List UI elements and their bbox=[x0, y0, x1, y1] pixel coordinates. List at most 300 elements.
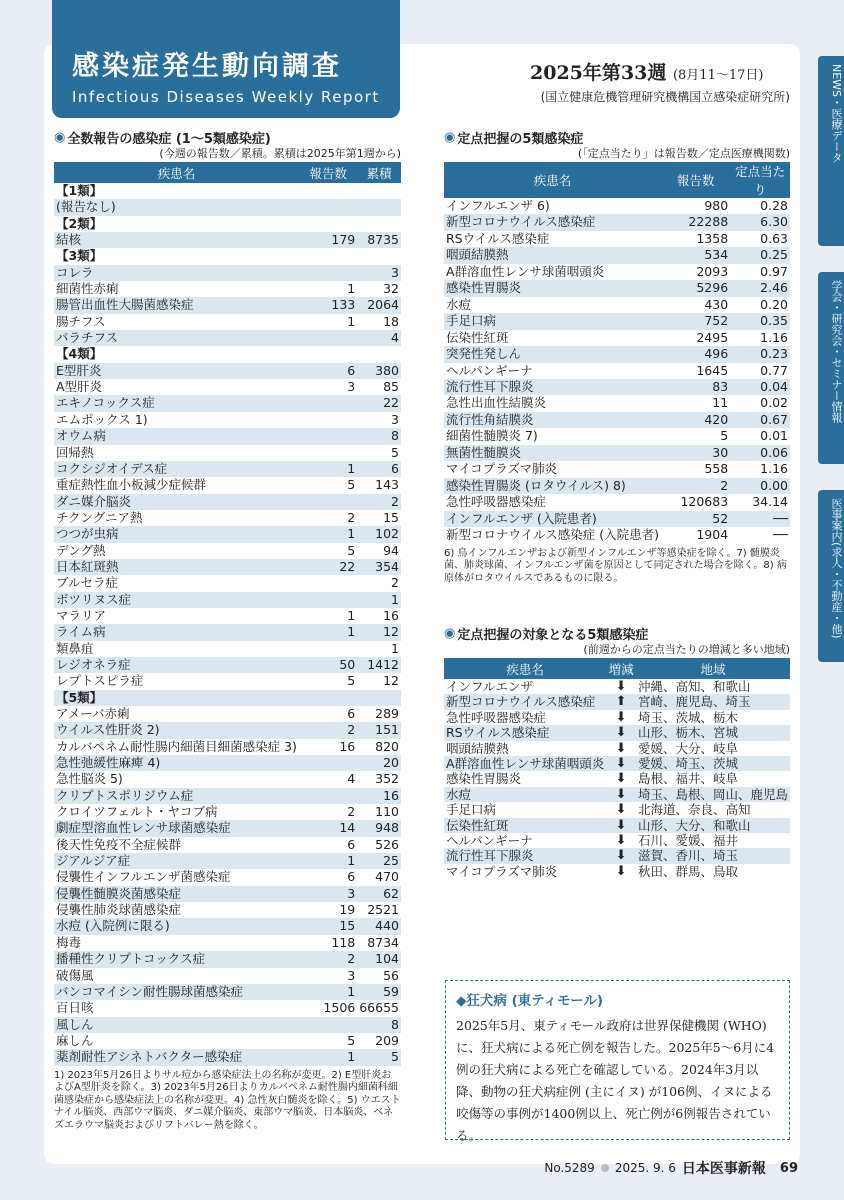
change-arrow-icon: ⬇ bbox=[606, 848, 636, 863]
col-total: 累積 bbox=[357, 162, 401, 183]
disease-name: 薬剤耐性アシネトバクター感染症 bbox=[54, 1049, 299, 1065]
change-arrow-icon: ⬇ bbox=[615, 863, 627, 879]
table-row bbox=[444, 198, 790, 214]
table-row bbox=[444, 802, 790, 817]
disease-name: 急性呼吸器感染症 bbox=[446, 494, 547, 510]
table-row bbox=[444, 710, 790, 725]
header-banner bbox=[52, 0, 400, 118]
report-count: 4 bbox=[347, 771, 356, 787]
disease-name: 急性弛緩性麻痺 4) bbox=[54, 755, 299, 771]
table-row bbox=[444, 247, 790, 263]
report-count: 83 bbox=[661, 379, 730, 395]
table-row bbox=[444, 694, 790, 709]
table-row bbox=[54, 608, 401, 624]
table-row bbox=[54, 559, 401, 575]
table-row bbox=[54, 968, 401, 984]
week-label bbox=[530, 58, 763, 85]
cumulative-count: 3 bbox=[357, 265, 401, 281]
disease-name: A型肝炎 bbox=[56, 379, 103, 395]
table-row bbox=[54, 199, 401, 215]
per-sentinel: 0.35 bbox=[730, 313, 790, 329]
report-count: 5 bbox=[347, 673, 356, 689]
table-row bbox=[54, 804, 401, 820]
cumulative-count bbox=[357, 216, 401, 232]
table-row bbox=[54, 363, 401, 379]
report-count: 3 bbox=[299, 886, 357, 902]
disease-name: 流行性耳下腺炎 bbox=[444, 848, 606, 863]
table-row bbox=[54, 1049, 401, 1065]
report-count: 5 bbox=[347, 477, 356, 493]
report-count bbox=[299, 592, 357, 608]
change-arrow-icon: ⬇ bbox=[606, 725, 636, 740]
cumulative-count: 2521 bbox=[367, 902, 399, 918]
table-row bbox=[54, 543, 401, 559]
table-row bbox=[444, 787, 790, 802]
table-row bbox=[54, 771, 401, 787]
table-row bbox=[54, 886, 401, 902]
report-count: 16 bbox=[339, 738, 356, 754]
disease-name: 【1類】 bbox=[56, 183, 103, 198]
side-tab-guide[interactable]: 医事案内(求人・不動産・他) bbox=[818, 490, 844, 662]
table-row bbox=[54, 869, 401, 885]
disease-name: 百日咳 bbox=[56, 1000, 94, 1016]
col-disease: 疾患名 bbox=[444, 162, 661, 198]
disease-name: 突発性発しん bbox=[444, 346, 661, 362]
disease-name: 【5類】 bbox=[54, 690, 299, 706]
report-count: 1358 bbox=[696, 230, 729, 246]
disease-name: つつが虫病 bbox=[54, 526, 299, 542]
report-count: 1 bbox=[347, 313, 356, 329]
table-row bbox=[54, 297, 401, 313]
table-row bbox=[444, 725, 790, 740]
report-count: 22288 bbox=[661, 214, 730, 230]
table-row bbox=[54, 1017, 401, 1033]
per-sentinel: 0.97 bbox=[760, 263, 788, 279]
disease-name: A群溶血性レンサ球菌咽頭炎 bbox=[446, 756, 605, 772]
report-count: 1506 bbox=[323, 1000, 356, 1016]
cumulative-count bbox=[357, 199, 401, 215]
table-row bbox=[54, 379, 401, 395]
report-count bbox=[299, 248, 357, 264]
section-title-text: 定点把握の対象となる5類感染症 bbox=[457, 627, 649, 643]
cumulative-count: 1412 bbox=[357, 657, 401, 673]
cumulative-count bbox=[357, 346, 401, 362]
change-arrow-icon: ⬇ bbox=[615, 679, 627, 694]
disease-name: 腸管出血性大腸菌感染症 bbox=[54, 297, 299, 313]
col-count: 報告数 bbox=[299, 162, 357, 183]
cumulative-count: 110 bbox=[375, 804, 399, 820]
institute-label: (国立健康危機管理研究機構国立感染症研究所) bbox=[540, 90, 790, 104]
cumulative-count: 2064 bbox=[357, 297, 401, 313]
cumulative-count: 59 bbox=[357, 984, 401, 1000]
disease-name: 咽頭結膜熱 bbox=[446, 740, 509, 756]
region-list: 山形、栃木、宮城 bbox=[636, 725, 790, 740]
disease-name: 感染性胃腸炎 bbox=[446, 771, 522, 787]
table-row bbox=[54, 641, 401, 657]
table-row bbox=[54, 1033, 401, 1049]
cumulative-count: 8735 bbox=[357, 232, 401, 248]
rabies-box bbox=[445, 980, 790, 1143]
bullet-icon: ◉ bbox=[444, 129, 456, 145]
change-arrow-icon: ⬇ bbox=[606, 787, 636, 802]
disease-name: コレラ bbox=[54, 265, 299, 281]
table-row bbox=[444, 494, 790, 510]
disease-name: ダニ媒介脳炎 bbox=[54, 494, 299, 510]
disease-name: 侵襲性髄膜炎菌感染症 bbox=[54, 886, 299, 902]
cumulative-count: 66655 bbox=[359, 1000, 399, 1016]
cumulative-count: 948 bbox=[357, 820, 401, 836]
cumulative-count: 12 bbox=[357, 624, 401, 640]
diamond-icon: ◆ bbox=[456, 993, 467, 1009]
issue-date: 2025. 9. 6 bbox=[614, 1161, 676, 1175]
disease-name: ヘルパンギーナ bbox=[446, 362, 533, 378]
table-row bbox=[54, 510, 401, 526]
table-row bbox=[54, 984, 401, 1000]
region-list: 滋賀、香川、埼玉 bbox=[636, 848, 790, 863]
cumulative-count: 12 bbox=[383, 673, 399, 689]
report-count: 558 bbox=[704, 461, 729, 477]
table-row bbox=[54, 445, 401, 461]
cumulative-count bbox=[357, 248, 401, 264]
report-count: 118 bbox=[331, 934, 356, 950]
disease-name: インフルエンザ (入院患者) bbox=[444, 511, 661, 527]
disease-name: レプトスピラ症 bbox=[56, 673, 144, 689]
disease-name: ブルセラ症 bbox=[56, 575, 119, 591]
disease-name: 無菌性髄膜炎 bbox=[444, 445, 661, 461]
trend-table bbox=[444, 658, 790, 879]
cumulative-count: 1 bbox=[357, 592, 401, 608]
cumulative-count: 3 bbox=[391, 411, 399, 427]
report-count: 5 bbox=[347, 542, 356, 558]
report-count: 52 bbox=[661, 511, 730, 527]
table-row bbox=[444, 428, 790, 444]
table-row bbox=[54, 526, 401, 542]
disease-name: カルバペネム耐性腸内細菌目細菌感染症 3) bbox=[56, 738, 297, 754]
cumulative-count: 85 bbox=[383, 379, 399, 395]
table-row bbox=[54, 755, 401, 771]
disease-name: 【3類】 bbox=[56, 248, 103, 264]
report-count: 6 bbox=[347, 706, 356, 721]
per-sentinel: 1.16 bbox=[760, 329, 788, 345]
disease-name: 新型コロナウイルス感染症 (入院患者) bbox=[446, 527, 659, 543]
disease-name: 播種性クリプトコックス症 bbox=[54, 951, 299, 967]
report-count bbox=[299, 412, 357, 428]
disease-name: 咽頭結膜熱 bbox=[444, 247, 661, 263]
disease-name: 水痘 bbox=[444, 787, 606, 802]
report-count: 534 bbox=[661, 247, 730, 263]
table-row bbox=[444, 330, 790, 346]
report-count: 2 bbox=[347, 804, 356, 820]
disease-name: 手足口病 bbox=[446, 802, 497, 818]
cumulative-count: 151 bbox=[357, 722, 401, 738]
per-sentinel: 0.67 bbox=[730, 412, 790, 428]
table-row bbox=[54, 232, 401, 248]
report-count: 15 bbox=[299, 918, 357, 934]
report-count: 2093 bbox=[696, 263, 729, 279]
table-row bbox=[54, 673, 401, 689]
region-list: 愛媛、埼玉、茨城 bbox=[636, 756, 790, 771]
table-row bbox=[444, 280, 790, 296]
disease-name: エムポックス 1) bbox=[56, 411, 148, 427]
disease-name: ライム病 bbox=[54, 624, 299, 640]
report-count: 3 bbox=[347, 967, 356, 983]
page-footer bbox=[544, 1158, 798, 1178]
table-row bbox=[54, 330, 401, 346]
disease-name: パラチフス bbox=[54, 330, 299, 346]
region-list: 山形、大分、和歌山 bbox=[636, 818, 790, 833]
per-sentinel: 0.04 bbox=[730, 379, 790, 395]
cumulative-count: 18 bbox=[383, 313, 399, 329]
page-subtitle: Infectious Diseases Weekly Report bbox=[72, 88, 380, 106]
disease-name: 回帰熱 bbox=[56, 444, 94, 460]
report-count: 50 bbox=[299, 657, 357, 673]
report-count bbox=[299, 690, 357, 706]
per-sentinel: ── bbox=[730, 511, 790, 527]
cumulative-count: 2 bbox=[391, 575, 399, 591]
disease-name: (報告なし) bbox=[54, 199, 299, 215]
disease-name: 【2類】 bbox=[56, 215, 103, 231]
section-title bbox=[444, 624, 790, 642]
table-row bbox=[54, 428, 401, 444]
disease-name: RSウイルス感染症 bbox=[446, 230, 550, 246]
report-count bbox=[299, 346, 357, 362]
notifiable-table bbox=[54, 162, 401, 1066]
table-row bbox=[444, 297, 790, 313]
cumulative-count: 470 bbox=[375, 869, 399, 885]
table-row bbox=[54, 281, 401, 297]
cumulative-count: 104 bbox=[357, 951, 401, 967]
week-text: 2025年第33週 bbox=[530, 62, 667, 84]
report-count bbox=[299, 199, 357, 215]
table-row bbox=[444, 679, 790, 694]
cumulative-count: 526 bbox=[375, 836, 399, 852]
table-row bbox=[54, 739, 401, 755]
section-note: (「定点当たり」は報告数／定点医療機関数) bbox=[577, 147, 790, 160]
per-sentinel: 0.28 bbox=[760, 198, 788, 213]
rabies-title bbox=[456, 989, 779, 1009]
disease-name: アメーバ赤痢 bbox=[56, 706, 130, 721]
side-tab-seminar[interactable]: 学会・研究会・セミナー情報 bbox=[818, 272, 844, 464]
report-count bbox=[299, 575, 357, 591]
table-row bbox=[444, 848, 790, 863]
group-row bbox=[54, 183, 401, 199]
disease-name: 細菌性髄膜炎 7) bbox=[446, 428, 538, 444]
table-row bbox=[54, 853, 401, 869]
table-row bbox=[444, 363, 790, 379]
disease-name: 細菌性赤痢 bbox=[56, 281, 119, 297]
report-count bbox=[299, 216, 357, 232]
disease-name: 伝染性紅斑 bbox=[446, 329, 509, 345]
per-sentinel: 0.00 bbox=[730, 478, 790, 494]
report-count: 6 bbox=[347, 869, 356, 885]
disease-name: 重症熱性血小板減少症候群 bbox=[56, 477, 207, 493]
cumulative-count bbox=[357, 690, 401, 706]
disease-name: デング熱 bbox=[56, 542, 106, 558]
cumulative-count: 94 bbox=[383, 542, 399, 558]
disease-name: マラリア bbox=[56, 607, 107, 623]
disease-name: 破傷風 bbox=[56, 967, 94, 983]
page-title: 感染症発生動向調査 bbox=[72, 51, 342, 82]
disease-name: インフルエンザ bbox=[446, 679, 534, 694]
rabies-title-text: 狂犬病 (東ティモール) bbox=[466, 993, 604, 1009]
section-title bbox=[444, 128, 790, 146]
region-list: 沖縄、高知、和歌山 bbox=[637, 679, 751, 694]
report-count: 5 bbox=[347, 1032, 356, 1048]
table-row bbox=[444, 313, 790, 329]
disease-name: 急性脳炎 5) bbox=[56, 771, 123, 787]
table-row bbox=[444, 395, 790, 411]
disease-name: 新型コロナウイルス感染症 bbox=[444, 694, 606, 709]
disease-name: 流行性角結膜炎 bbox=[444, 412, 661, 428]
report-count: 1 bbox=[299, 624, 357, 640]
disease-name: 感染性胃腸炎 (ロタウイルス) 8) bbox=[444, 478, 661, 494]
disease-name: ボツリヌス症 bbox=[54, 592, 299, 608]
disease-name: コクシジオイデス症 bbox=[54, 461, 299, 477]
table-row bbox=[54, 412, 401, 428]
change-arrow-icon: ⬇ bbox=[615, 833, 627, 849]
per-sentinel: 0.02 bbox=[760, 395, 788, 411]
disease-name: 侵襲性インフルエンザ菌感染症 bbox=[56, 869, 231, 885]
table-row bbox=[54, 314, 401, 330]
report-count bbox=[299, 445, 357, 461]
table-row bbox=[54, 918, 401, 934]
table-row bbox=[444, 818, 790, 833]
section-title-text: 全数報告の感染症 (1～5類感染症) bbox=[67, 131, 271, 147]
group-row bbox=[54, 690, 401, 706]
disease-name: 【4類】 bbox=[56, 346, 103, 362]
report-count bbox=[299, 395, 357, 411]
table-row bbox=[444, 379, 790, 395]
disease-name: ヘルパンギーナ bbox=[446, 833, 533, 849]
region-list: 石川、愛媛、福井 bbox=[637, 833, 738, 849]
report-count: 5 bbox=[720, 428, 729, 444]
disease-name: 水痘 bbox=[446, 296, 472, 312]
region-list: 埼玉、島根、岡山、鹿児島 bbox=[637, 786, 788, 802]
change-arrow-icon: ⬇ bbox=[615, 740, 627, 756]
disease-name: ウイルス性肝炎 2) bbox=[54, 722, 299, 738]
disease-name: 伝染性紅斑 bbox=[444, 818, 606, 833]
cumulative-count bbox=[357, 183, 401, 199]
disease-name: 劇症型溶血性レンサ球菌感染症 bbox=[54, 820, 299, 836]
disease-name: クロイツフェルト・ヤコブ病 bbox=[56, 804, 218, 820]
table-row bbox=[54, 722, 401, 738]
disease-name: 腸チフス bbox=[56, 313, 106, 329]
table-row bbox=[54, 820, 401, 836]
report-count bbox=[299, 265, 357, 281]
disease-name: マイコプラズマ肺炎 bbox=[446, 461, 558, 477]
section-notifiable bbox=[54, 128, 401, 1132]
cumulative-count: 380 bbox=[357, 363, 401, 379]
table-row bbox=[54, 477, 401, 493]
col-change: 増減 bbox=[606, 658, 636, 679]
disease-name: 梅毒 bbox=[56, 934, 82, 950]
col-count: 報告数 bbox=[661, 162, 730, 198]
cumulative-count: 25 bbox=[357, 853, 401, 869]
report-count: 2 bbox=[299, 722, 357, 738]
disease-name: RSウイルス感染症 bbox=[444, 725, 606, 740]
cumulative-count: 20 bbox=[357, 755, 401, 771]
per-sentinel: 0.20 bbox=[760, 296, 788, 312]
footnote: 6) 鳥インフルエンザおよび新型インフルエンザ等感染症を除く。7) 髄膜炎菌、肺炎球菌、インフルエンザ菌を原因として同定された場合を除く。8) 病原体がロタウイルスであるものに限る。 bbox=[444, 547, 787, 584]
disease-name: E型肝炎 bbox=[54, 363, 299, 379]
table-row bbox=[444, 264, 790, 280]
bullet-icon: ◉ bbox=[444, 625, 456, 641]
report-count: 6 bbox=[347, 836, 356, 852]
report-count: 1645 bbox=[696, 362, 729, 378]
cumulative-count: 143 bbox=[375, 477, 399, 493]
rabies-body: 2025年5月、東ティモール政府は世界保健機関 (WHO) に、狂犬病による死亡例を報告した。2025年5～6月に4例の狂犬病による死亡を確認している。2024年3月以降、動物の狂犬病症例 (主にイヌ) が106例、イヌによる咬傷等の事例が1400例以上、死亡例が6例報告されている。 bbox=[456, 1018, 775, 1143]
cumulative-count: 32 bbox=[383, 281, 399, 297]
disease-name: 風しん bbox=[54, 1017, 299, 1033]
section-title-text: 定点把握の5類感染症 bbox=[457, 131, 584, 147]
side-tab-news[interactable]: NEWS・医療データ bbox=[818, 56, 844, 246]
report-count: 14 bbox=[299, 820, 357, 836]
cumulative-count: 16 bbox=[357, 788, 401, 804]
disease-name: 類鼻疽 bbox=[56, 640, 94, 656]
group-row bbox=[54, 248, 401, 264]
section-note: (今週の報告数／累積。累積は2025年第1週から) bbox=[159, 147, 401, 160]
cumulative-count: 352 bbox=[375, 771, 399, 787]
table-row bbox=[54, 494, 401, 510]
change-arrow-icon: ⬇ bbox=[615, 709, 627, 725]
table-row bbox=[444, 478, 790, 494]
cumulative-count: 56 bbox=[383, 967, 399, 983]
cumulative-count: 440 bbox=[357, 918, 401, 934]
table-row bbox=[54, 788, 401, 804]
cumulative-count: 8 bbox=[357, 1017, 401, 1033]
table-row bbox=[444, 756, 790, 771]
sentinel-table bbox=[444, 162, 790, 544]
col-region: 地域 bbox=[636, 658, 790, 679]
disease-name: A群溶血性レンサ球菌咽頭炎 bbox=[446, 263, 605, 279]
table-row bbox=[54, 902, 401, 918]
cumulative-count: 22 bbox=[357, 395, 401, 411]
cumulative-count: 102 bbox=[357, 526, 401, 542]
cumulative-count: 820 bbox=[375, 738, 399, 754]
page-number: 69 bbox=[779, 1160, 798, 1176]
disease-name: 流行性耳下腺炎 bbox=[444, 379, 661, 395]
report-count: 3 bbox=[347, 379, 356, 395]
table-row bbox=[444, 412, 790, 428]
report-count: 752 bbox=[661, 313, 730, 329]
group-row bbox=[54, 216, 401, 232]
week-range: (8月11～17日) bbox=[672, 68, 764, 83]
region-list: 愛媛、大分、岐阜 bbox=[637, 740, 738, 756]
per-sentinel: 1.16 bbox=[760, 461, 788, 477]
report-count: 179 bbox=[299, 232, 357, 248]
cumulative-count: 2 bbox=[357, 494, 401, 510]
per-sentinel: ── bbox=[772, 527, 788, 543]
table-row bbox=[54, 592, 401, 608]
report-count: 1904 bbox=[696, 527, 729, 543]
disease-name: 麻しん bbox=[56, 1032, 94, 1048]
change-arrow-icon: ⬇ bbox=[606, 756, 636, 771]
table-row bbox=[54, 837, 401, 853]
per-sentinel: 0.06 bbox=[730, 445, 790, 461]
section-trend bbox=[444, 624, 790, 879]
disease-name: 急性出血性結膜炎 bbox=[446, 395, 547, 411]
report-count: 2 bbox=[661, 478, 730, 494]
table-row bbox=[54, 1000, 401, 1016]
cumulative-count: 16 bbox=[383, 607, 399, 623]
report-count bbox=[299, 494, 357, 510]
change-arrow-icon: ⬇ bbox=[606, 818, 636, 833]
group-row bbox=[54, 346, 401, 362]
per-sentinel: 2.46 bbox=[730, 280, 790, 296]
report-count bbox=[299, 1017, 357, 1033]
per-sentinel: 6.30 bbox=[730, 214, 790, 230]
table-row bbox=[54, 461, 401, 477]
